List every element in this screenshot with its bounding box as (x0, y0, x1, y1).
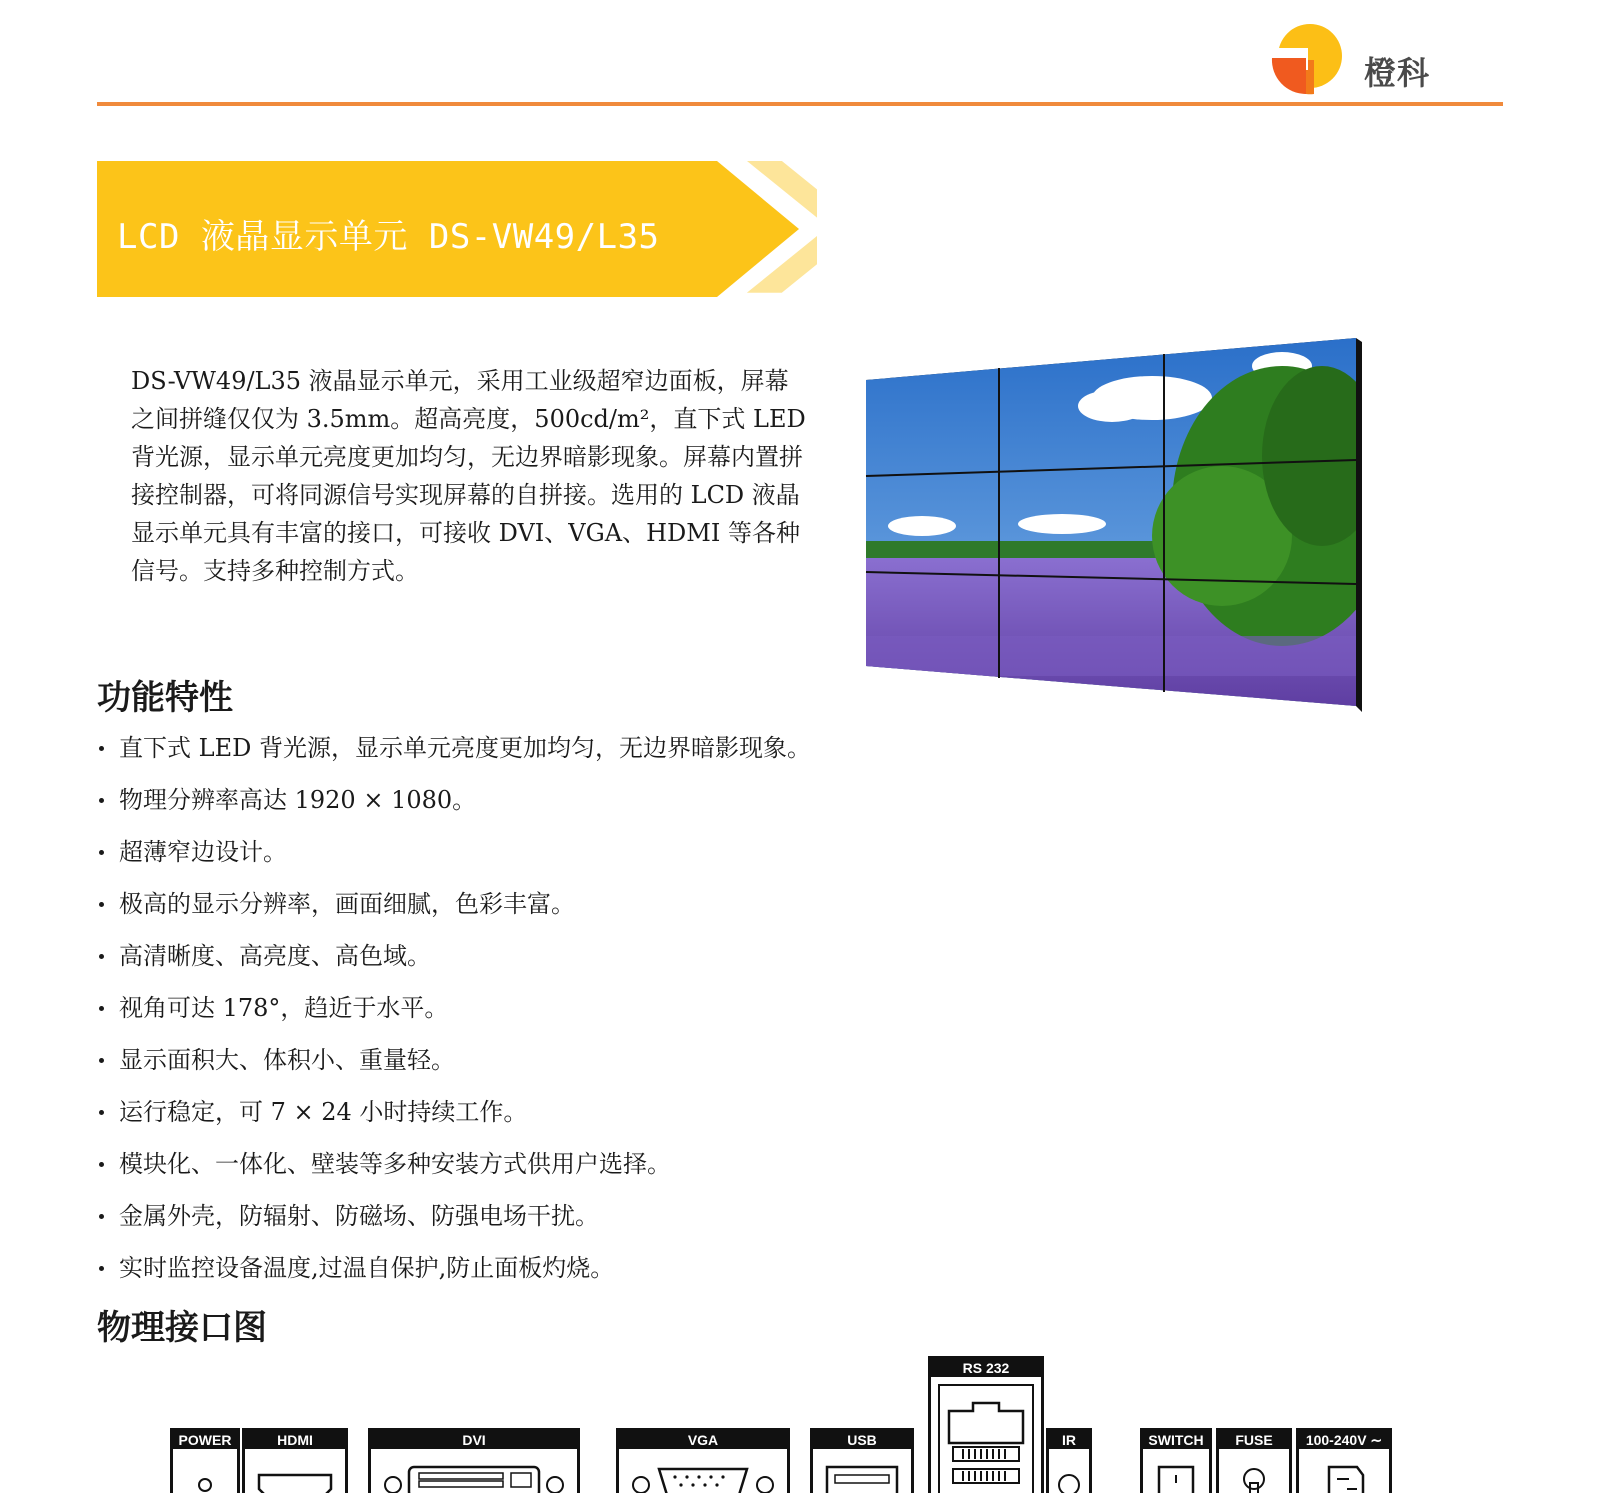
fuse-label: FUSE (1219, 1431, 1289, 1449)
bullet-icon (99, 850, 104, 855)
feature-item: 运行稳定，可 7 × 24 小时持续工作。 (97, 1086, 1097, 1138)
bullet-icon (99, 1214, 104, 1219)
ir-port (1046, 1428, 1092, 1493)
feature-item: 视角可达 178°，趋近于水平。 (97, 982, 1097, 1034)
feature-item: 金属外壳，防辐射、防磁场、防强电场干扰。 (97, 1190, 1097, 1242)
fuse-icon (1219, 1449, 1289, 1493)
header-rule (97, 102, 1503, 106)
logo-text: 橙科 (1364, 54, 1431, 92)
feature-item: 实时监控设备温度,过温自保护,防止面板灼烧。 (97, 1242, 1097, 1294)
ac-power-inlet (1296, 1428, 1392, 1493)
dvi-connector-icon (371, 1449, 577, 1493)
port-diagram (170, 1356, 1430, 1493)
ac-inlet-icon (1299, 1449, 1389, 1493)
usb-port (810, 1428, 914, 1493)
power-switch (1140, 1428, 1212, 1493)
rs232-port-label: RS 232 (931, 1359, 1041, 1377)
hdmi-port (242, 1428, 348, 1493)
bullet-icon (99, 746, 104, 751)
bullet-icon (99, 1058, 104, 1063)
dvi-port (368, 1428, 580, 1493)
ac-label: 100-240V ∼ (1299, 1431, 1389, 1449)
hdmi-connector-icon (245, 1449, 345, 1493)
power-port-label: POWER (173, 1431, 237, 1449)
hdmi-port-label: HDMI (245, 1431, 345, 1449)
vga-port (616, 1428, 790, 1493)
vga-port-label: VGA (619, 1431, 787, 1449)
bullet-icon (99, 1110, 104, 1115)
bullet-icon (99, 954, 104, 959)
rs232-port (928, 1356, 1044, 1493)
feature-item: 物理分辨率高达 1920 × 1080。 (97, 774, 1097, 826)
logo-mark-icon (1268, 22, 1346, 96)
product-image (862, 336, 1362, 712)
bullet-icon (99, 1006, 104, 1011)
dvi-port-label: DVI (371, 1431, 577, 1449)
ports-heading: 物理接口图 (97, 1308, 267, 1348)
bullet-icon (99, 902, 104, 907)
feature-item: 显示面积大、体积小、重量轻。 (97, 1034, 1097, 1086)
intro-paragraph: DS-VW49/L35 液晶显示单元，采用工业级超窄边面板，屏幕之间拼缝仅仅为 3.5mm。超高亮度，500cd/m²，直下式 LED 背光源，显示单元亮度更加均匀，无边界暗影现象。屏幕内置拼接控制器，可将同源信号实现屏幕的自拼接。选用的 LCD 液晶显示单元具有丰富的接口，可接收 DVI、VGA、HDMI 等各种信号。支持多种控制方式。 (131, 367, 806, 585)
ir-sensor-icon (1049, 1449, 1089, 1493)
page-title: LCD 液晶显示单元 DS-VW49/L35 (117, 217, 660, 257)
usb-port-label: USB (813, 1431, 911, 1449)
usb-connector-icon (813, 1449, 911, 1493)
feature-item: 超薄窄边设计。 (97, 826, 1097, 878)
feature-item: 直下式 LED 背光源，显示单元亮度更加均匀，无边界暗影现象。 (97, 722, 1097, 774)
features-heading: 功能特性 (97, 678, 233, 718)
title-banner (97, 161, 817, 297)
power-led-icon (173, 1449, 237, 1493)
power-port (170, 1428, 240, 1493)
feature-item: 高清晰度、高亮度、高色域。 (97, 930, 1097, 982)
feature-item: 模块化、一体化、壁装等多种安装方式供用户选择。 (97, 1138, 1097, 1190)
video-wall-illustration (862, 336, 1362, 712)
vga-connector-icon (619, 1449, 787, 1493)
fuse-holder (1216, 1428, 1292, 1493)
feature-item: 极高的显示分辨率，画面细腻，色彩丰富。 (97, 878, 1097, 930)
switch-icon (1143, 1449, 1209, 1493)
bullet-icon (99, 1266, 104, 1271)
switch-label: SWITCH (1143, 1431, 1209, 1449)
bullet-icon (99, 798, 104, 803)
rs232-connector-icon (931, 1377, 1041, 1493)
ir-port-label: IR (1049, 1431, 1089, 1449)
brand-logo (1268, 18, 1438, 98)
features-list (97, 722, 1097, 1294)
bullet-icon (99, 1162, 104, 1167)
